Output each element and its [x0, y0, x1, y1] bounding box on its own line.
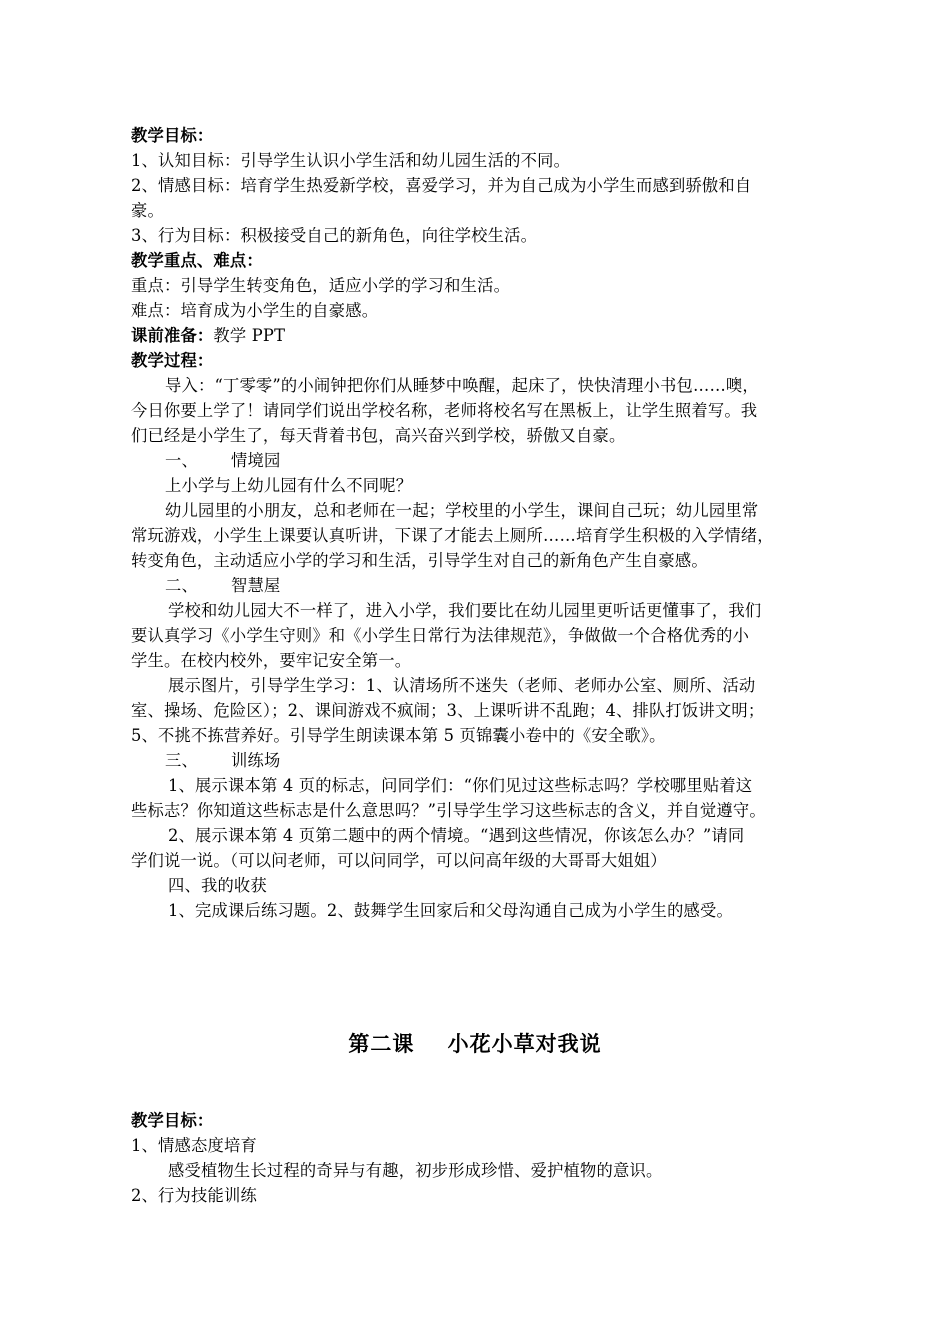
section-2-pictures-line-1: 展示图片，引导学生学习：1、认清场所不迷失（老师、老师办公室、厕所、活动	[168, 676, 756, 695]
section-3-heading	[165, 750, 905, 772]
key-point: 重点：引导学生转变角色，适应小学的学习和生活。	[131, 276, 511, 295]
difficult-point: 难点：培育成为小学生的自豪感。	[131, 301, 379, 320]
preparation-label: 课前准备：	[131, 326, 214, 345]
section-1-heading	[165, 450, 905, 472]
section-3-item-1-line-2: 些标志？你知道这些标志是什么意思吗？”引导学生学习这些标志的含义，并自觉遵守。	[131, 801, 766, 820]
goal-1: 1、认知目标：引导学生认识小学生活和幼儿园生活的不同。	[131, 151, 571, 170]
section-3-item-2-line-2: 学们说一说。（可以问老师，可以问同学，可以问高年级的大哥哥大姐姐）	[131, 851, 667, 870]
lesson-2-title: 第二课 小花小草对我说	[348, 1032, 602, 1056]
goal-2-line-2: 豪。	[131, 201, 164, 220]
lesson-2-goal-1: 1、情感态度培育	[131, 1136, 257, 1155]
goal-3: 3、行为目标：积极接受自己的新角色，向往学校生活。	[131, 226, 538, 245]
section-2-pictures-line-3: 5、不挑不拣营养好。引导学生朗读课本第 5 页锦囊小卷中的《安全歌》。	[131, 726, 666, 745]
section-2-body-line-2: 要认真学习《小学生守则》和《小学生日常行为法律规范》，争做做一个合格优秀的小	[131, 626, 750, 645]
section-3-item-2-line-1: 2、展示课本第 4 页第二题中的两个情境。“遇到这些情况，你该怎么办？”请同	[168, 826, 745, 845]
section-3-title: 训练场	[231, 751, 281, 770]
goals-heading: 教学目标：	[131, 126, 214, 145]
section-1-number: 一、	[165, 451, 198, 470]
section-2-title: 智慧屋	[231, 576, 281, 595]
section-2-body-line-3: 学生。在校内校外，要牢记安全第一。	[131, 651, 412, 670]
key-points-heading: 教学重点、难点：	[131, 251, 263, 270]
section-1-title: 情境园	[231, 451, 281, 470]
lesson-2-goals-heading: 教学目标：	[131, 1111, 214, 1130]
section-4-body: 1、完成课后练习题。2、鼓舞学生回家后和父母沟通自己成为小学生的感受。	[168, 901, 734, 920]
section-1-question: 上小学与上幼儿园有什么不同呢？	[165, 476, 413, 495]
intro-line-1: 导入：“丁零零”的小闹钟把你们从睡梦中唤醒，起床了，快快清理小书包……噢，	[165, 376, 759, 395]
section-2-body-line-1: 学校和幼儿园大不一样了，进入小学，我们要比在幼儿园里更听话更懂事了，我们	[168, 601, 762, 620]
section-1-body-line-3: 转变角色，主动适应小学的学习和生活，引导学生对自己的新角色产生自豪感。	[131, 551, 708, 570]
section-3-number: 三、	[165, 751, 198, 770]
section-2-heading	[165, 575, 905, 597]
goal-2-line-1: 2、情感目标：培育学生热爱新学校，喜爱学习，并为自己成为小学生而感到骄傲和自	[131, 176, 752, 195]
section-1-body-line-1: 幼儿园里的小朋友，总和老师在一起；学校里的小学生，课间自己玩；幼儿园里常	[165, 501, 759, 520]
section-2-pictures-line-2: 室、操场、危险区）；2、课间游戏不疯闹；3、上课听讲不乱跑；4、排队打饭讲文明；	[131, 701, 765, 720]
section-2-number: 二、	[165, 576, 198, 595]
intro-line-3: 们已经是小学生了，每天背着书包，高兴奋兴到学校，骄傲又自豪。	[131, 426, 626, 445]
preparation	[131, 325, 871, 347]
section-4-heading: 四、我的收获	[168, 876, 267, 895]
section-3-item-1-line-1: 1、展示课本第 4 页的标志，问同学们：“你们见过这些标志吗？学校哪里贴着这	[168, 776, 753, 795]
preparation-value: 教学 PPT	[213, 326, 286, 345]
lesson-2-goal-2: 2、行为技能训练	[131, 1186, 257, 1205]
lesson-2-goal-1-body: 感受植物生长过程的奇异与有趣，初步形成珍惜、爱护植物的意识。	[168, 1161, 663, 1180]
section-1-body-line-2: 常玩游戏，小学生上课要认真听讲，下课了才能去上厕所……培育学生积极的入学情绪，	[131, 526, 774, 545]
process-heading: 教学过程：	[131, 351, 214, 370]
intro-line-2: 今日你要上学了！请同学们说出学校名称，老师将校名写在黑板上，让学生照着写。我	[131, 401, 758, 420]
